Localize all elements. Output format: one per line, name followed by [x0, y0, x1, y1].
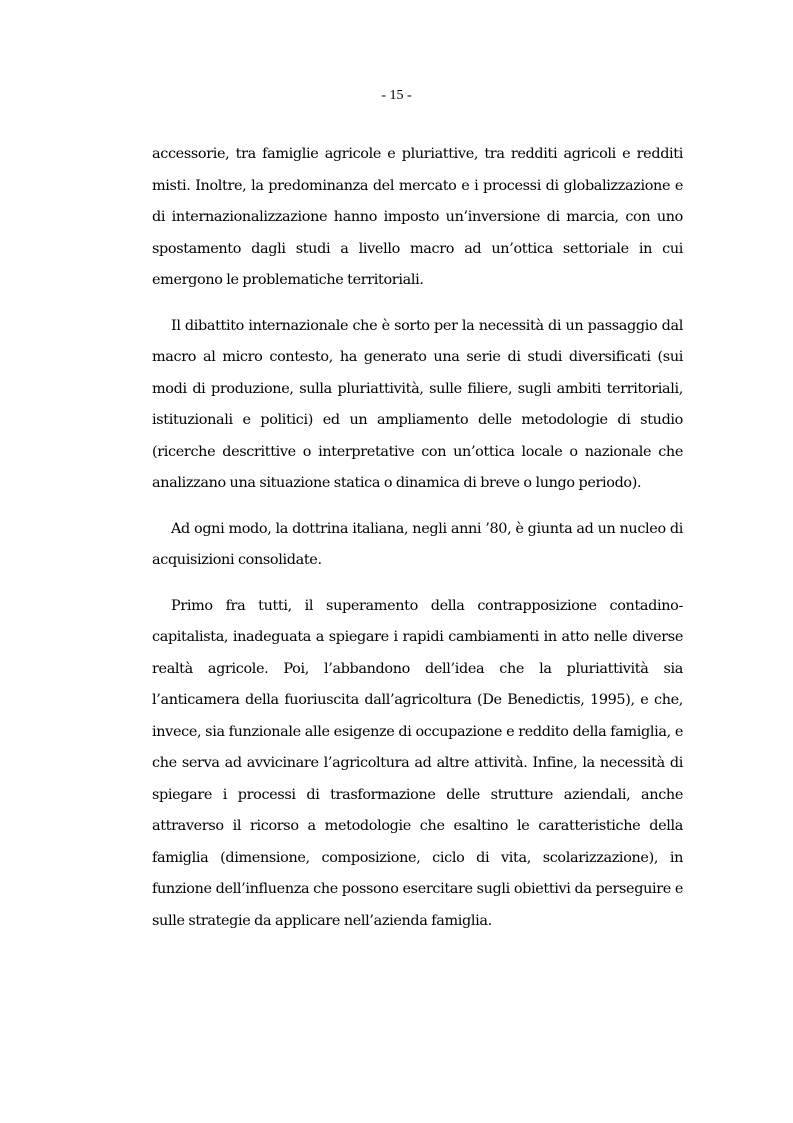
body-text: [152, 139, 683, 951]
paragraph-4: Primo fra tutti, il superamento della contrapposizione contadino-capitalista, inadeguata a spiegare i rapidi cambiamenti in atto nelle diverse realtà agricole. Poi, l’abbandono dell’idea che la pluriattività sia l’anticamera della fuoriuscita dall’agricoltura (De Benedictis, 1995), e che, invece, sia funzionale alle esigenze di occupazione e reddito della famiglia, e che serva ad avvicinare l’agricoltura ad altre attività. Infine, la necessità di spiegare i processi di trasformazione delle strutture aziendali, anche attraverso il ricorso a metodologie che esaltino le caratteristiche della famiglia (dimensione, composizione, ciclo di vita, scolarizzazione), in funzione dell’influenza che possono esercitare sugli obiettivi da perseguire e sulle strategie da applicare nell’azienda famiglia.: [152, 597, 683, 929]
page-number: - 15 -: [381, 88, 412, 103]
paragraph-2: Il dibattito internazionale che è sorto per la necessità di un passaggio dal macro al micro contesto, ha generato una serie di studi diversificati (sui modi di produzione, sulla pluriattività, sulle filiere, sugli ambiti territoriali, istituzionali e politici) ed un ampliamento delle metodologie di studio (ricerche descrittive o interpretative con un’ottica locale o nazionale che analizzano una situazione statica o dinamica di breve o lungo periodo).: [152, 317, 683, 491]
paragraph-1: accessorie, tra famiglie agricole e pluriattive, tra redditi agricoli e redditi misti. Inoltre, la predominanza del mercato e i processi di globalizzazione e di internazionalizzazione hanno imposto un’inversione di marcia, con uno spostamento dagli studi a livello macro ad un’ottica settoriale in cui emergono le problematiche territoriali.: [152, 146, 683, 288]
paragraph-3: Ad ogni modo, la dottrina italiana, negli anni ’80, è giunta ad un nucleo di acquisizioni consolidate.: [152, 520, 683, 568]
